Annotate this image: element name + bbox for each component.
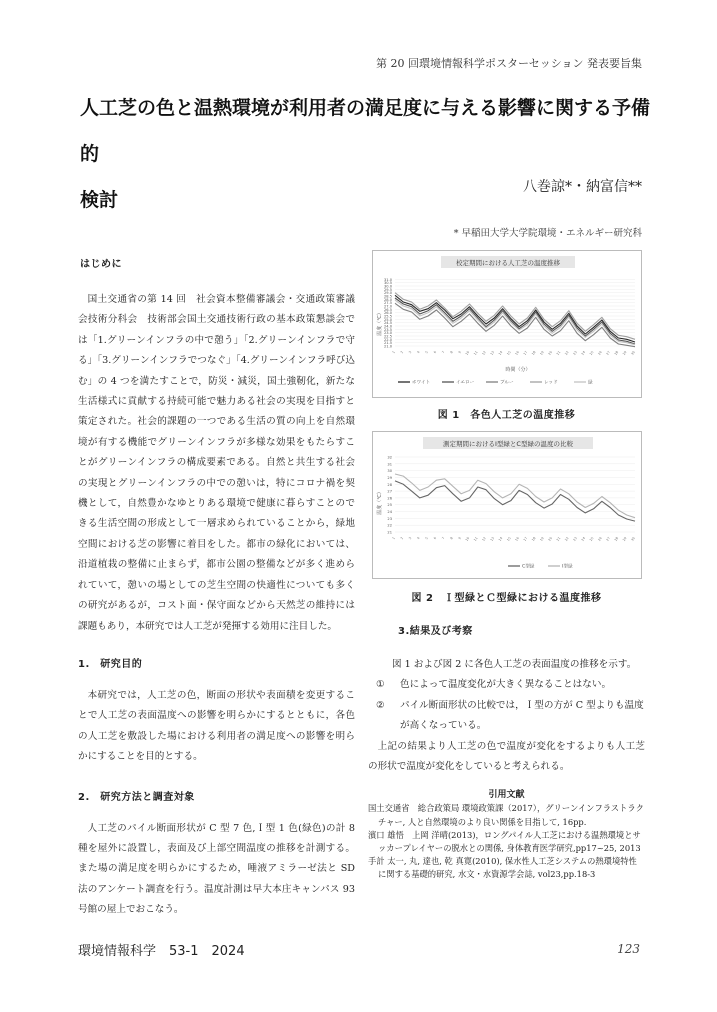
x-tick-label: 20	[547, 536, 554, 542]
legend-label: C型緑	[522, 564, 535, 570]
y-axis-label: 温度（℃）	[377, 489, 383, 515]
x-tick-label: 17	[522, 350, 529, 356]
figure-2	[372, 431, 642, 579]
series-line	[395, 481, 635, 521]
x-tick-label: 28	[613, 536, 620, 542]
y-tick-label: 25.0	[383, 317, 392, 322]
y-tick-label: 24.5	[383, 321, 392, 326]
x-tick-label: 10	[464, 536, 471, 542]
y-tick-label: 30.5	[383, 281, 392, 286]
x-tick-label: 21	[555, 350, 562, 356]
x-tick-label: 28	[613, 350, 620, 356]
page-number: 123	[617, 942, 640, 956]
result-item-2	[376, 696, 645, 737]
affiliation: * 早稲田大学大学院環境・エネルギー研究科	[453, 228, 642, 239]
x-tick-label: 27	[605, 350, 611, 356]
y-tick-label: 31	[387, 462, 392, 467]
x-tick-label: 14	[497, 536, 504, 542]
y-tick-label: 28.5	[383, 294, 392, 299]
x-tick-label: 30	[630, 536, 636, 542]
x-tick-label: 24	[580, 350, 587, 356]
x-tick-label: 26	[597, 350, 603, 356]
x-tick-label: 14	[497, 350, 504, 356]
x-tick-label: 17	[522, 536, 529, 542]
method-heading: 2. 研究方法と調査対象	[78, 791, 195, 803]
chart-title: 校定期間における人工芝の温度推移	[456, 259, 560, 267]
x-tick-label: 7	[441, 536, 446, 541]
y-tick-label: 30.0	[383, 284, 392, 289]
x-tick-label: 23	[572, 536, 578, 542]
x-tick-label: 25	[588, 350, 595, 356]
x-tick-label: 8	[449, 350, 454, 355]
legend-label: ホワイト	[412, 380, 431, 386]
results-conclusion: 上記の結果より人工芝の色で温度が変化をするよりも人工芝の形状で温度が変化をしていると考えられる。	[368, 740, 645, 773]
x-tick-label: 16	[514, 536, 520, 542]
y-tick-label: 24	[387, 510, 392, 515]
x-tick-label: 3	[407, 536, 413, 541]
x-tick-label: 3	[407, 350, 413, 355]
x-tick-label: 1	[391, 536, 396, 541]
x-tick-label: 4	[416, 350, 421, 355]
x-tick-label: 11	[472, 536, 479, 542]
x-tick-label: 20	[547, 350, 554, 356]
paper-title	[80, 85, 665, 223]
figure-1-caption: 図 1 各色人工芝の温度推移	[437, 410, 576, 421]
x-tick-label: 22	[564, 350, 570, 356]
figure-1	[372, 250, 642, 398]
y-tick-label: 22.5	[383, 334, 392, 339]
x-tick-label: 11	[472, 350, 479, 356]
x-tick-label: 5	[424, 536, 429, 541]
title-line-2: 検討	[80, 189, 119, 211]
x-tick-label: 22	[564, 536, 570, 542]
y-tick-label: 26	[387, 496, 392, 501]
x-tick-label: 29	[621, 536, 628, 542]
x-tick-label: 2	[399, 350, 405, 355]
x-tick-label: 10	[464, 350, 471, 356]
authors: 八巻諒*・納富信**	[523, 179, 642, 195]
x-tick-label: 26	[597, 536, 603, 542]
y-tick-label: 23.0	[383, 331, 392, 336]
journal-footer: 環境情報科学 53-1 2024	[78, 944, 245, 959]
x-tick-label: 12	[481, 536, 487, 542]
purpose-heading: 1. 研究目的	[78, 658, 143, 670]
results-heading: 3.結果及び考察	[398, 626, 473, 637]
x-tick-label: 18	[530, 536, 537, 542]
y-tick-label: 25.5	[383, 314, 392, 319]
y-tick-label: 21.0	[383, 344, 392, 349]
y-tick-label: 25	[387, 503, 392, 508]
result-item-mark: ①	[376, 679, 385, 691]
x-tick-label: 2	[399, 536, 405, 541]
right-column	[368, 250, 645, 882]
x-tick-label: 9	[457, 350, 463, 355]
x-tick-label: 30	[630, 350, 636, 356]
series-line	[395, 298, 635, 344]
x-tick-label: 27	[605, 536, 611, 542]
x-tick-label: 21	[555, 536, 562, 542]
legend-label: 緑	[588, 380, 593, 386]
y-tick-label: 24.0	[383, 324, 392, 329]
left-column	[78, 255, 355, 921]
running-head: 第 20 回環境情報科学ポスターセッション 発表要旨集	[375, 57, 642, 70]
result-item-1	[376, 675, 645, 695]
y-tick-label: 32	[387, 455, 392, 460]
y-tick-label: 29.0	[383, 291, 392, 296]
reference-item: 手計 太一, 丸, 達也, 乾 真寛(2010), 保水性人工芝システムの熱環境特性に関する基礎的研究, 水文・水資源学会誌, vol23,pp.18-3	[368, 856, 637, 880]
x-tick-label: 24	[580, 536, 587, 542]
y-tick-label: 21	[387, 530, 392, 535]
x-axis-label: 時間（分）	[505, 367, 531, 373]
y-tick-label: 27	[387, 489, 392, 494]
y-tick-label: 23	[387, 516, 392, 521]
legend-label: ブルー	[500, 380, 514, 386]
reference-item: 国土交通省 総合政策局 環境政策課（2017），グリーンインフラストラクチャー, 人と自然環境のより良い関係を目指して, 16pp.	[368, 803, 644, 827]
references-list	[368, 802, 645, 881]
y-tick-label: 27.5	[383, 301, 392, 306]
y-tick-label: 29.5	[383, 287, 392, 292]
result-item-text: パイル断面形状の比較では，Ｉ型の方が C 型よりも温度が高くなっている。	[400, 699, 644, 732]
result-item-mark: ②	[376, 699, 385, 711]
x-tick-label: 15	[506, 536, 512, 542]
legend-label: レッド	[544, 380, 558, 386]
x-tick-label: 19	[539, 350, 545, 356]
y-tick-label: 21.5	[383, 341, 392, 346]
figure-2-caption: 図 2 Ｉ型緑とＣ型緑における温度推移	[411, 593, 602, 604]
y-tick-label: 27.0	[383, 304, 392, 309]
title-line-1: 人工芝の色と温熱環境が利用者の満足度に与える影響に関する予備的	[80, 97, 651, 165]
x-tick-label: 16	[514, 350, 520, 356]
y-tick-label: 22	[387, 523, 392, 528]
y-tick-label: 30	[387, 469, 392, 474]
intro-heading: はじめに	[80, 259, 122, 270]
chart-title: 測定期間におけるI型緑とC型緑の温度の比較	[443, 440, 573, 448]
x-tick-label: 4	[416, 536, 421, 541]
reference-item: 濱口 雄悟 上岡 洋晴(2013)，ロングパイル人工芝における温熱環境とサッカープレイヤーの脱水との関係, 身体教育医学研究,pp17~25, 2013	[368, 829, 641, 854]
x-tick-label: 7	[441, 350, 446, 355]
x-tick-label: 19	[539, 536, 545, 542]
x-tick-label: 13	[489, 536, 496, 542]
y-tick-label: 28	[387, 482, 392, 487]
references-heading: 引用文献	[488, 790, 525, 801]
figure-1-chart	[373, 251, 643, 393]
y-tick-label: 23.5	[383, 327, 392, 332]
x-tick-label: 6	[432, 350, 438, 355]
y-tick-label: 26.0	[383, 311, 392, 316]
method-body: 人工芝のパイル断面形状が C 型 7 色,Ｉ型 1 色(緑色)の計 8 種を屋外に設置し，表面及び上部空間温度の推移を計測する。また場の満足度を明らかにするため，唾液アミラーゼ法と SD 法のアンケート調査を行う。温度計測は早大本庄キャンパス 93 号館の屋上でおこなう。	[78, 822, 355, 916]
legend-label: イエロー	[456, 380, 475, 386]
x-tick-label: 18	[530, 350, 537, 356]
x-tick-label: 9	[457, 536, 463, 541]
x-tick-label: 8	[449, 536, 454, 541]
figure-2-chart	[373, 432, 643, 574]
y-tick-label: 22.0	[383, 337, 392, 342]
result-item-text: 色によって温度変化が大きく異なることはない。	[400, 679, 612, 691]
x-tick-label: 5	[424, 350, 429, 355]
x-tick-label: 13	[489, 350, 496, 356]
y-tick-label: 26.5	[383, 307, 392, 312]
x-tick-label: 29	[621, 350, 628, 356]
x-tick-label: 23	[572, 350, 578, 356]
y-axis-label: 温度（℃）	[377, 310, 383, 336]
y-tick-label: 29	[387, 475, 392, 480]
legend-label: I型緑	[562, 564, 573, 570]
series-line	[395, 295, 635, 342]
purpose-body: 本研究では，人工芝の色，断面の形状や表面積を変更することで人工芝の表面温度への影響を明らかにするとともに，各色の人工芝を敷設した場における利用者の満足度への影響を明らかにすることを目的とする。	[78, 689, 355, 763]
x-tick-label: 25	[588, 536, 595, 542]
intro-body: 国土交通省の第 14 回 社会資本整備審議会・交通政策審議会技術分科会 技術部会国土交通技術行政の基本政策懇談会では「1.グリーンインフラの中で憩う」「2.グリーンインフラで守る」「3.グリーンインフラでつなぐ」「4.グリーンインフラ呼び込む」の 4 つを満たすことで，防災・減災，国土強靭化，新たな生活様式に貢献する持続可能で魅力ある社会の実現を目指すと策定された。社会的課題の一つである生活の質の向上を自然環境が有する機能でグリーンインフラが多様な効果をもたらすことがグリーンインフラの構成要素である。自然と共生する社会の実現とグリーンインフラの中での憩いは，特にコロナ禍を契機として，自然豊かなゆとりある環境で健康に暮らすことのできる生活空間の形成として一層求められていることから，緑地空間における芝の影響に着目をした。都市の緑化においては、沿道植栽の整備に止まらず，都市公園の整備などが多く進められていて，憩いの場としての芝生空間の快適性についても多くの研究があるが，コスト面・保守面などから天然芝の維持には課題もあり，本研究では人工芝が発揮する効用に注目した。	[78, 294, 355, 632]
y-tick-label: 28.0	[383, 297, 392, 302]
x-tick-label: 6	[432, 536, 438, 541]
y-tick-label: 31.0	[383, 277, 392, 282]
x-tick-label: 1	[391, 350, 396, 355]
x-tick-label: 12	[481, 350, 487, 356]
x-tick-label: 15	[506, 350, 512, 356]
results-body: 図 1 および図 2 に各色人工芝の表面温度の推移を示す。	[392, 659, 637, 670]
